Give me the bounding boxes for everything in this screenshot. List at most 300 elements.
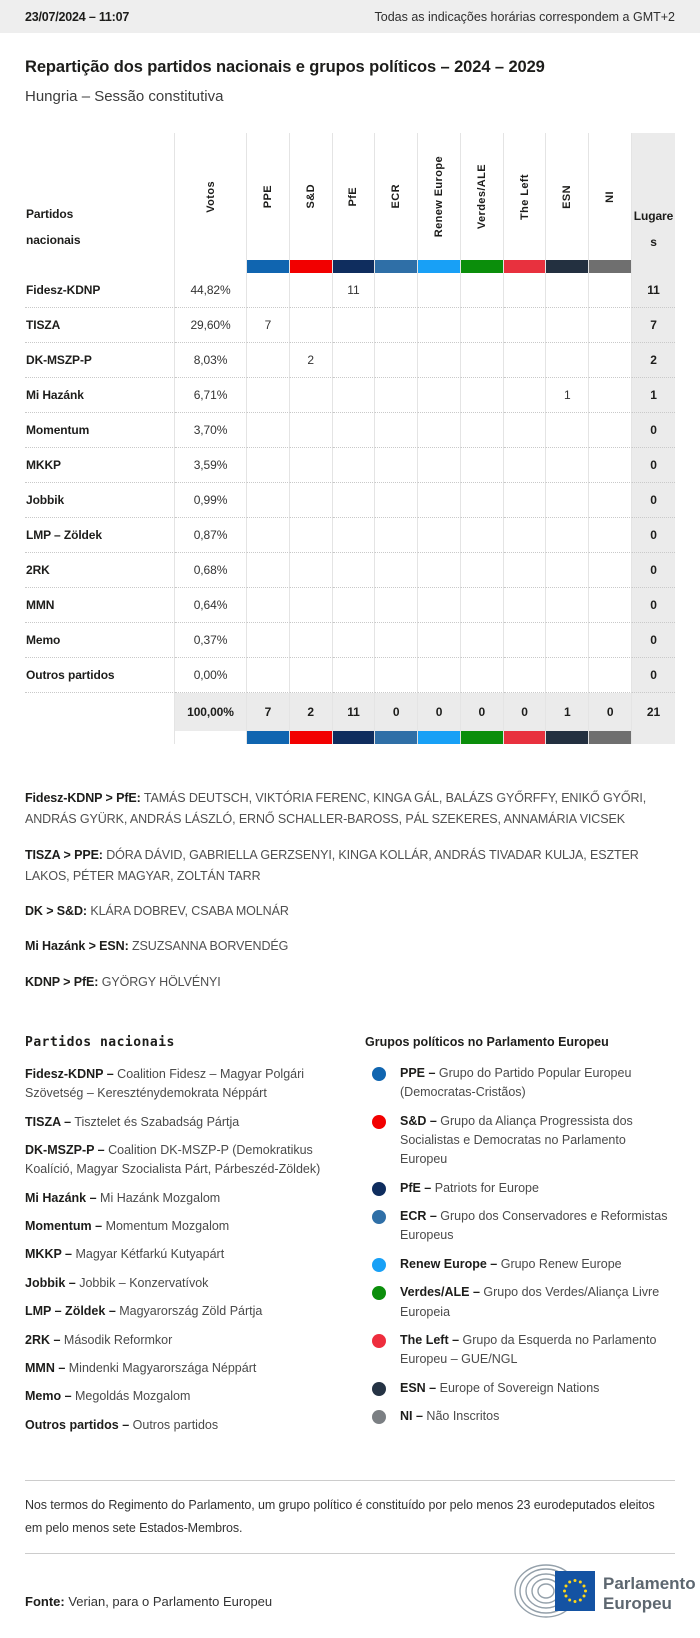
party-name: TISZA: [25, 308, 175, 343]
group-seats: [375, 448, 418, 483]
mep-list-names: KLÁRA DOBREV, CSABA MOLNÁR: [90, 904, 289, 918]
group-seats: [461, 413, 504, 448]
group-seats: [290, 658, 333, 693]
legend-parties-list: [25, 1065, 345, 1435]
mep-list-label: DK > S&D:: [25, 904, 87, 918]
vote-share: 3,70%: [175, 413, 247, 448]
party-legend-item: LMP – Zöldek – Magyarország Zöld Pártja: [25, 1304, 263, 1319]
group-seats: [333, 658, 376, 693]
group-seats: [333, 308, 376, 343]
vote-share: 0,37%: [175, 623, 247, 658]
group-legend-label: ECR –: [400, 1209, 437, 1223]
group-legend-item: [365, 1179, 675, 1198]
group-color-bar: [504, 731, 547, 744]
group-seats: [418, 273, 461, 308]
group-legend-item: [365, 1207, 675, 1246]
group-seats: [418, 308, 461, 343]
vote-share: 44,82%: [175, 273, 247, 308]
group-legend-item: [365, 1283, 675, 1322]
group-color-dot-icon: [372, 1182, 386, 1196]
group-legend-text: PPE – Grupo do Partido Popular Europeu (Democratas-Cristãos): [400, 1065, 632, 1100]
mep-list-item: [25, 901, 675, 922]
party-legend-item: 2RK – Második Reformkor: [25, 1332, 173, 1347]
logo-text-line1: Parlamento: [603, 1574, 696, 1593]
eu-flag-icon: [555, 1571, 595, 1611]
group-seats: [290, 623, 333, 658]
party-legend-item: TISZA – Tisztelet és Szabadság Pártja: [25, 1114, 240, 1129]
group-seats: [504, 553, 547, 588]
party-legend-item: Momentum – Momentum Mozgalom: [25, 1219, 230, 1233]
party-name: Memo: [25, 623, 175, 658]
group-seats: [546, 308, 589, 343]
group-seats: [375, 343, 418, 378]
group-seats: [461, 553, 504, 588]
group-seats: [247, 378, 290, 413]
group-seats: [418, 658, 461, 693]
group-seats: [461, 378, 504, 413]
content: [0, 58, 700, 1444]
group-legend-label: S&D –: [400, 1113, 437, 1128]
group-seats: [504, 448, 547, 483]
group-legend-label: ESN –: [400, 1380, 437, 1395]
bar-spacer: [175, 260, 247, 273]
group-legend-label: Verdes/ALE –: [400, 1285, 480, 1300]
group-seats: [418, 623, 461, 658]
group-seats: [247, 588, 290, 623]
group-seats: [589, 413, 632, 448]
group-color-bar: [375, 260, 418, 273]
group-color-bar: [418, 731, 461, 744]
group-seats: [247, 623, 290, 658]
group-seats: [247, 518, 290, 553]
mep-list-item: [25, 972, 675, 993]
group-color-dot-icon: [372, 1410, 386, 1424]
group-seats: [589, 273, 632, 308]
total-row-spacer: [25, 693, 175, 731]
group-legend-text: Verdes/ALE – Grupo dos Verdes/Aliança Livre Europeia: [400, 1285, 660, 1319]
group-seats: [589, 588, 632, 623]
group-seats: [375, 588, 418, 623]
group-seats: [504, 483, 547, 518]
group-column-header-label: ESN: [561, 184, 574, 209]
mep-list-names: DÓRA DÁVID, GABRIELLA GERZSENYI, KINGA KOLLÁR, ANDRÁS TIVADAR KULJA, ESZTER LAKOS, PÉTER MAGYAR, ZOLTÁN TARR: [25, 847, 639, 883]
total-seats: 0: [632, 588, 675, 623]
vote-share: 0,68%: [175, 553, 247, 588]
group-seats: [333, 588, 376, 623]
group-seats: [589, 623, 632, 658]
mep-list-label: TISZA > PPE:: [25, 847, 103, 862]
group-color-bar: [290, 260, 333, 273]
mep-list-item: [25, 936, 675, 957]
group-seats: [333, 378, 376, 413]
group-column-header: [375, 133, 418, 260]
group-color-bar: [333, 731, 376, 744]
party-legend-item: Outros partidos – Outros partidos: [25, 1417, 219, 1432]
group-seats: [504, 413, 547, 448]
group-seats: [290, 588, 333, 623]
group-seats: [247, 273, 290, 308]
votes-column-header: [175, 133, 247, 260]
legend-parties-heading: Partidos nacionais: [25, 1034, 175, 1050]
group-color-bar: [247, 260, 290, 273]
group-seats: [375, 658, 418, 693]
group-seats: [461, 343, 504, 378]
group-seats: [461, 518, 504, 553]
mep-lists: [25, 788, 675, 993]
total-group-seats: 0: [461, 693, 504, 731]
group-color-bar: [375, 731, 418, 744]
group-column-header-label: NI: [604, 190, 617, 203]
group-legend-item: [365, 1331, 675, 1370]
group-seats: [418, 553, 461, 588]
group-column-header-label: The Left: [518, 173, 531, 220]
group-legend-text: ECR – Grupo dos Conservadores e Reformistas Europeus: [400, 1209, 668, 1243]
group-column-header-label: Verdes/ALE: [475, 163, 488, 230]
group-legend-item: [365, 1407, 675, 1426]
group-seats: [589, 343, 632, 378]
total-group-seats: 11: [333, 693, 376, 731]
group-seats: [418, 518, 461, 553]
party-name: Fidesz-KDNP: [25, 273, 175, 308]
party-legend-label: Fidesz-KDNP –: [25, 1066, 114, 1081]
group-column-header: [589, 133, 632, 260]
vote-share: 0,00%: [175, 658, 247, 693]
group-column-header: [418, 133, 461, 260]
party-name: MKKP: [25, 448, 175, 483]
mep-list-names: TAMÁS DEUTSCH, VIKTÓRIA FERENC, KINGA GÁL, BALÁZS GYŐRFFY, ENIKŐ GYŐRI, ANDRÁS GYÜRK, ANDRÁS LÁSZLÓ, ERNŐ SCHALLER-BAROSS, PÁL SZEKERES, ANNAMÁRIA VICSEK: [25, 791, 647, 827]
total-seats: 0: [632, 413, 675, 448]
group-seats: [418, 483, 461, 518]
party-name: Jobbik: [25, 483, 175, 518]
party-legend-label: TISZA –: [25, 1114, 72, 1129]
group-seats: [290, 553, 333, 588]
page-title: Repartição dos partidos nacionais e grupos políticos – 2024 – 2029: [25, 58, 545, 76]
group-color-bar: [247, 731, 290, 744]
group-color-bar: [546, 260, 589, 273]
group-seats: [375, 378, 418, 413]
total-seats: 11: [632, 273, 675, 308]
group-seats: [504, 518, 547, 553]
group-seats: [418, 378, 461, 413]
total-seats: 0: [632, 518, 675, 553]
group-seats: [461, 483, 504, 518]
group-color-dot-icon: [372, 1258, 386, 1272]
party-legend-label: LMP – Zöldek –: [25, 1304, 116, 1319]
group-seats: [290, 448, 333, 483]
group-column-header-label: S&D: [304, 184, 317, 209]
group-seats: 2: [290, 343, 333, 378]
group-seats: [461, 588, 504, 623]
group-color-bar: [461, 731, 504, 744]
group-column-header: [504, 133, 547, 260]
source-text: Verian, para o Parlamento Europeu: [64, 1593, 273, 1609]
legend-section: [25, 1035, 675, 1444]
group-seats: [333, 483, 376, 518]
group-column-header-label: Renew Europe: [432, 155, 445, 238]
vote-share: 3,59%: [175, 448, 247, 483]
total-vote-share: 100,00%: [175, 693, 247, 731]
legend-groups-heading: Grupos políticos no Parlamento Europeu: [365, 1034, 609, 1049]
bar-spacer: [175, 731, 247, 744]
party-column-header-label: Partidos nacionais: [26, 207, 81, 248]
group-color-bar: [418, 260, 461, 273]
group-seats: [461, 658, 504, 693]
party-name: DK-MSZP-P: [25, 343, 175, 378]
ep-logo-graphic: [513, 1562, 696, 1620]
mep-list-label: Fidesz-KDNP > PfE:: [25, 791, 141, 805]
group-seats: [375, 518, 418, 553]
group-legend-text: Renew Europe – Grupo Renew Europe: [400, 1256, 622, 1271]
group-seats: [375, 483, 418, 518]
vote-share: 29,60%: [175, 308, 247, 343]
vote-share: 0,64%: [175, 588, 247, 623]
total-seats: 2: [632, 343, 675, 378]
group-seats: [375, 623, 418, 658]
party-name: Outros partidos: [25, 658, 175, 693]
vote-share: 6,71%: [175, 378, 247, 413]
group-seats: [418, 343, 461, 378]
group-color-dot-icon: [372, 1067, 386, 1081]
group-seats: [418, 413, 461, 448]
group-seats: [589, 308, 632, 343]
total-group-seats: 0: [504, 693, 547, 731]
bar-spacer: [632, 260, 675, 273]
group-seats: [504, 343, 547, 378]
group-seats: 11: [333, 273, 376, 308]
timezone-note: Todas as indicações horárias correspondem a GMT+2: [374, 9, 675, 24]
bar-spacer: [25, 260, 175, 273]
group-legend-text: The Left – Grupo da Esquerda no Parlamento Europeu – GUE/NGL: [400, 1332, 657, 1367]
header-bar: [0, 0, 700, 33]
mep-list-names: ZSUZSANNA BORVENDÉG: [132, 939, 289, 954]
group-seats: [589, 658, 632, 693]
group-column-header: [333, 133, 376, 260]
group-seats: [290, 378, 333, 413]
total-seats: 7: [632, 308, 675, 343]
group-seats: 1: [546, 378, 589, 413]
bar-spacer: [632, 731, 675, 744]
total-seats: 0: [632, 553, 675, 588]
group-seats: [589, 518, 632, 553]
mep-list-label: KDNP > PfE:: [25, 974, 99, 989]
source-label: Fonte:: [25, 1593, 65, 1609]
vote-share: 0,87%: [175, 518, 247, 553]
group-seats: [546, 623, 589, 658]
total-group-seats: 2: [290, 693, 333, 731]
party-legend-item: MMN – Mindenki Magyarországa Néppárt: [25, 1360, 257, 1375]
party-legend-item: DK-MSZP-P – Coalition DK-MSZP-P (Demokratikus Koalíció, Magyar Szocialista Párt, Párbeszéd-Zöldek): [25, 1142, 321, 1177]
group-seats: [461, 448, 504, 483]
group-color-bar: [333, 260, 376, 273]
group-column-header: [290, 133, 333, 260]
total-group-seats: 0: [589, 693, 632, 731]
group-seats: [504, 588, 547, 623]
group-seats: [546, 483, 589, 518]
group-seats: [546, 518, 589, 553]
group-color-bar: [461, 260, 504, 273]
group-seats: [546, 448, 589, 483]
total-all-seats: 21: [632, 693, 675, 731]
page-subtitle: Hungria – Sessão constitutiva: [25, 88, 224, 105]
group-seats: [546, 553, 589, 588]
footer: [0, 1480, 700, 1638]
group-column-header: [546, 133, 589, 260]
group-seats: [247, 658, 290, 693]
group-seats: [290, 308, 333, 343]
group-legend-label: PPE –: [400, 1065, 436, 1080]
party-legend-item: MKKP – Magyar Kétfarkú Kutyapárt: [25, 1247, 225, 1262]
bar-spacer: [25, 731, 175, 744]
group-column-header: [461, 133, 504, 260]
group-seats: [375, 308, 418, 343]
party-name: Mi Hazánk: [25, 378, 175, 413]
votes-column-header-label: Votos: [204, 180, 217, 213]
group-seats: [290, 518, 333, 553]
group-seats: [290, 273, 333, 308]
svg-text:Parlamento Europeu: [603, 1574, 700, 1613]
group-seats: [375, 413, 418, 448]
party-legend-label: Momentum –: [25, 1219, 103, 1233]
group-seats: [546, 413, 589, 448]
total-seats: 0: [632, 658, 675, 693]
group-seats: [375, 273, 418, 308]
rules-note: Nos termos do Regimento do Parlamento, um grupo político é constituído por pelo menos 23 eurodeputados eleitos em pelo menos sete Estados-Membros.: [25, 1498, 655, 1535]
group-legend-item: [365, 1064, 675, 1103]
group-legend-item: [365, 1379, 675, 1398]
party-name: LMP – Zöldek: [25, 518, 175, 553]
group-seats: [589, 448, 632, 483]
group-column-header-label: PfE: [347, 186, 360, 207]
group-seats: [546, 343, 589, 378]
group-column-header-label: ECR: [390, 184, 403, 209]
party-legend-label: DK-MSZP-P –: [25, 1142, 105, 1157]
vote-share: 0,99%: [175, 483, 247, 518]
group-legend-item: [365, 1112, 675, 1170]
group-seats: [589, 483, 632, 518]
group-seats: [418, 448, 461, 483]
total-seats: 1: [632, 378, 675, 413]
legend-political-groups: [365, 1035, 675, 1444]
party-legend-item: Memo – Megoldás Mozgalom: [25, 1389, 191, 1404]
group-legend-text: S&D – Grupo da Aliança Progressista dos Socialistas e Democratas no Parlamento Europeu: [400, 1113, 633, 1167]
group-seats: [504, 378, 547, 413]
group-seats: [589, 553, 632, 588]
group-color-dot-icon: [372, 1286, 386, 1300]
group-color-dot-icon: [372, 1115, 386, 1129]
group-seats: [504, 308, 547, 343]
party-legend-label: Mi Hazánk –: [25, 1190, 97, 1205]
total-seats: 0: [632, 448, 675, 483]
group-legend-item: [365, 1255, 675, 1274]
group-color-bar: [546, 731, 589, 744]
group-seats: [333, 518, 376, 553]
group-seats: [546, 658, 589, 693]
legend-national-parties: [25, 1035, 365, 1444]
group-seats: [504, 273, 547, 308]
party-legend-label: Memo –: [25, 1389, 72, 1404]
group-seats: 7: [247, 308, 290, 343]
group-seats: [290, 483, 333, 518]
party-legend-label: Jobbik –: [25, 1275, 76, 1290]
total-group-seats: 0: [375, 693, 418, 731]
total-group-seats: 1: [546, 693, 589, 731]
party-legend-label: MMN –: [25, 1360, 66, 1375]
total-seats: 0: [632, 623, 675, 658]
group-seats: [418, 588, 461, 623]
group-legend-label: The Left –: [400, 1332, 460, 1347]
party-name: Momentum: [25, 413, 175, 448]
date-time: 23/07/2024 – 11:07: [25, 9, 130, 24]
group-seats: [461, 273, 504, 308]
party-name: 2RK: [25, 553, 175, 588]
group-color-dot-icon: [372, 1334, 386, 1348]
group-legend-label: PfE –: [400, 1180, 432, 1195]
group-column-header-label: PPE: [261, 184, 274, 209]
group-seats: [333, 343, 376, 378]
group-seats: [375, 553, 418, 588]
footer-bottom: [0, 1554, 700, 1638]
group-seats: [461, 308, 504, 343]
group-seats: [333, 623, 376, 658]
group-color-dot-icon: [372, 1210, 386, 1224]
total-seats: 0: [632, 483, 675, 518]
group-seats: [247, 343, 290, 378]
party-name: MMN: [25, 588, 175, 623]
party-legend-item: Mi Hazánk – Mi Hazánk Mozgalom: [25, 1190, 221, 1205]
group-seats: [504, 623, 547, 658]
party-legend-item: Jobbik – Jobbik – Konzervatívok: [25, 1275, 209, 1290]
group-color-bar: [504, 260, 547, 273]
group-color-bar: [589, 260, 632, 273]
seats-column-header: [632, 133, 675, 260]
european-parliament-logo: [513, 1562, 696, 1620]
vote-share: 8,03%: [175, 343, 247, 378]
group-color-dot-icon: [372, 1382, 386, 1396]
group-seats: [247, 553, 290, 588]
group-seats: [247, 483, 290, 518]
party-column-header: [25, 133, 175, 260]
group-column-header: [247, 133, 290, 260]
group-seats: [333, 553, 376, 588]
party-legend-label: MKKP –: [25, 1247, 73, 1262]
group-seats: [333, 413, 376, 448]
party-legend-label: Outros partidos –: [25, 1417, 130, 1432]
total-group-seats: 7: [247, 693, 290, 731]
legend-groups-list: [365, 1064, 675, 1427]
mep-list-item: [25, 845, 675, 888]
total-group-seats: 0: [418, 693, 461, 731]
group-legend-text: PfE – Patriots for Europe: [400, 1180, 539, 1195]
source-line: [25, 1594, 272, 1609]
group-seats: [504, 658, 547, 693]
group-seats: [546, 588, 589, 623]
party-legend-label: 2RK –: [25, 1332, 61, 1347]
group-legend-text: NI – Não Inscritos: [400, 1409, 500, 1423]
group-seats: [333, 448, 376, 483]
mep-list-item: [25, 788, 675, 831]
group-legend-label: NI –: [400, 1409, 423, 1423]
group-seats: [589, 378, 632, 413]
group-legend-label: Renew Europe –: [400, 1256, 498, 1271]
logo-text-line2: Europeu: [603, 1594, 672, 1613]
group-seats: [461, 623, 504, 658]
group-seats: [247, 448, 290, 483]
group-color-bar: [589, 731, 632, 744]
group-seats: [247, 413, 290, 448]
mep-list-names: GYÖRGY HÖLVÉNYI: [101, 974, 221, 989]
party-legend-item: Fidesz-KDNP – Coalition Fidesz – Magyar Polgári Szövetség – Kereszténydemokrata Néppárt: [25, 1066, 305, 1101]
group-seats: [290, 413, 333, 448]
